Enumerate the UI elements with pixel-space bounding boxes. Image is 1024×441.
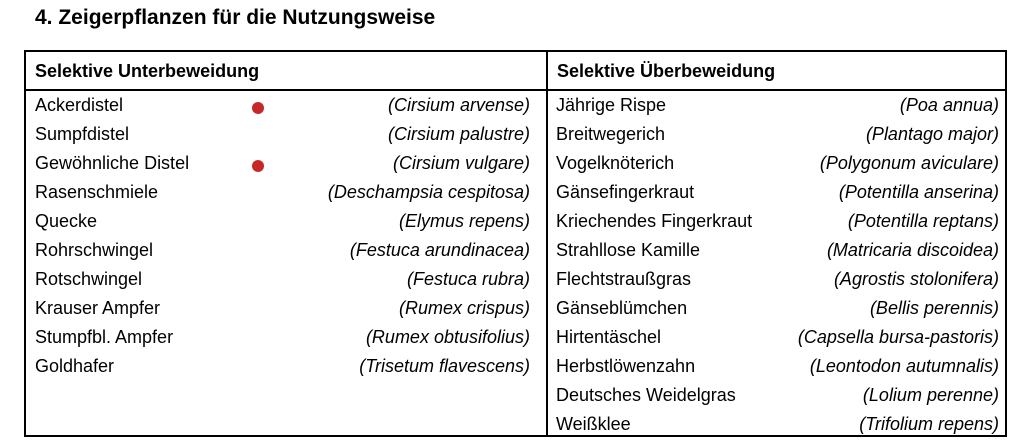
- plant-row: [548, 120, 1005, 149]
- plant-latin-name: (Elymus repens): [398, 211, 530, 231]
- plant-row: [548, 352, 1005, 381]
- plant-common-name: Quecke: [35, 211, 98, 231]
- plant-common-name: Herbstlöwenzahn: [556, 356, 696, 376]
- plant-latin-name: (Leontodon autumnalis): [809, 356, 999, 376]
- plant-row: [548, 381, 1005, 410]
- plant-common-name: Rotschwingel: [35, 269, 143, 289]
- plant-row: [26, 178, 546, 207]
- plant-latin-name: (Potentilla anserina): [838, 182, 999, 202]
- plant-latin-name: (Cirsium palustre): [387, 124, 530, 144]
- plant-common-name: Flechtstraußgras: [556, 269, 692, 289]
- plant-latin-name: (Festuca arundinacea): [349, 240, 530, 260]
- column-header-underuse: Selektive Unterbeweidung: [26, 52, 546, 91]
- plant-latin-name: (Deschampsia cespitosa): [327, 182, 530, 202]
- plant-row: [26, 207, 546, 236]
- plant-common-name: Ackerdistel: [35, 95, 124, 115]
- plant-row: [548, 323, 1005, 352]
- plant-common-name: Strahllose Kamille: [556, 240, 701, 260]
- plant-row: [548, 207, 1005, 236]
- red-dot-marker-icon: [252, 102, 264, 114]
- red-dot-marker-icon: [252, 160, 264, 172]
- plant-common-name: Krauser Ampfer: [35, 298, 161, 318]
- plant-latin-name: (Cirsium vulgare): [392, 153, 530, 173]
- plant-common-name: Gänseblümchen: [556, 298, 688, 318]
- plant-latin-name: (Cirsium arvense): [387, 95, 530, 115]
- plant-common-name: Gewöhnliche Distel: [35, 153, 190, 173]
- plant-row: [26, 91, 546, 120]
- plant-latin-name: (Polygonum aviculare): [819, 153, 999, 173]
- plant-common-name: Stumpfbl. Ampfer: [35, 327, 174, 347]
- plant-row: [26, 236, 546, 265]
- plant-latin-name: (Festuca rubra): [406, 269, 530, 289]
- plant-common-name: Deutsches Weidelgras: [556, 385, 736, 405]
- plant-row: [26, 120, 546, 149]
- plant-list-underuse: [26, 91, 546, 381]
- plant-latin-name: (Poa annua): [899, 95, 999, 115]
- plant-row: [26, 323, 546, 352]
- plant-latin-name: (Matricaria discoidea): [826, 240, 999, 260]
- plant-common-name: Goldhafer: [35, 356, 115, 376]
- plant-row: [548, 294, 1005, 323]
- plant-common-name: Rasenschmiele: [35, 182, 159, 202]
- plant-latin-name: (Potentilla reptans): [847, 211, 999, 231]
- column-overuse: [548, 52, 1005, 435]
- plant-common-name: Gänsefingerkraut: [556, 182, 695, 202]
- plant-row: [548, 265, 1005, 294]
- plant-common-name: Sumpfdistel: [35, 124, 130, 144]
- plant-common-name: Rohrschwingel: [35, 240, 154, 260]
- section-heading: 4. Zeigerpflanzen für die Nutzungsweise: [35, 6, 436, 29]
- plant-row: [26, 352, 546, 381]
- column-header-overuse: Selektive Überbeweidung: [548, 52, 1005, 91]
- column-underuse: [26, 52, 548, 435]
- plant-row: [548, 91, 1005, 120]
- plant-row: [26, 294, 546, 323]
- plant-row: [26, 149, 546, 178]
- plant-common-name: Weißklee: [556, 414, 631, 434]
- plant-common-name: Hirtentäschel: [556, 327, 662, 347]
- plant-row: [548, 236, 1005, 265]
- plant-latin-name: (Trifolium repens): [859, 414, 999, 434]
- plant-common-name: Kriechendes Fingerkraut: [556, 211, 753, 231]
- plant-latin-name: (Rumex crispus): [398, 298, 530, 318]
- plant-latin-name: (Capsella bursa-pastoris): [797, 327, 999, 347]
- plant-common-name: Vogelknöterich: [556, 153, 675, 173]
- plant-common-name: Breitwegerich: [556, 124, 666, 144]
- plant-latin-name: (Trisetum flavescens): [359, 356, 530, 376]
- plant-row: [548, 149, 1005, 178]
- indicator-plants-table: [24, 50, 1007, 437]
- plant-row: [548, 178, 1005, 207]
- plant-latin-name: (Agrostis stolonifera): [833, 269, 999, 289]
- plant-row: [26, 265, 546, 294]
- plant-latin-name: (Bellis perennis): [869, 298, 999, 318]
- plant-list-overuse: [548, 91, 1005, 439]
- plant-latin-name: (Plantago major): [865, 124, 999, 144]
- plant-common-name: Jährige Rispe: [556, 95, 667, 115]
- plant-latin-name: (Lolium perenne): [862, 385, 999, 405]
- plant-row: [548, 410, 1005, 439]
- plant-latin-name: (Rumex obtusifolius): [365, 327, 530, 347]
